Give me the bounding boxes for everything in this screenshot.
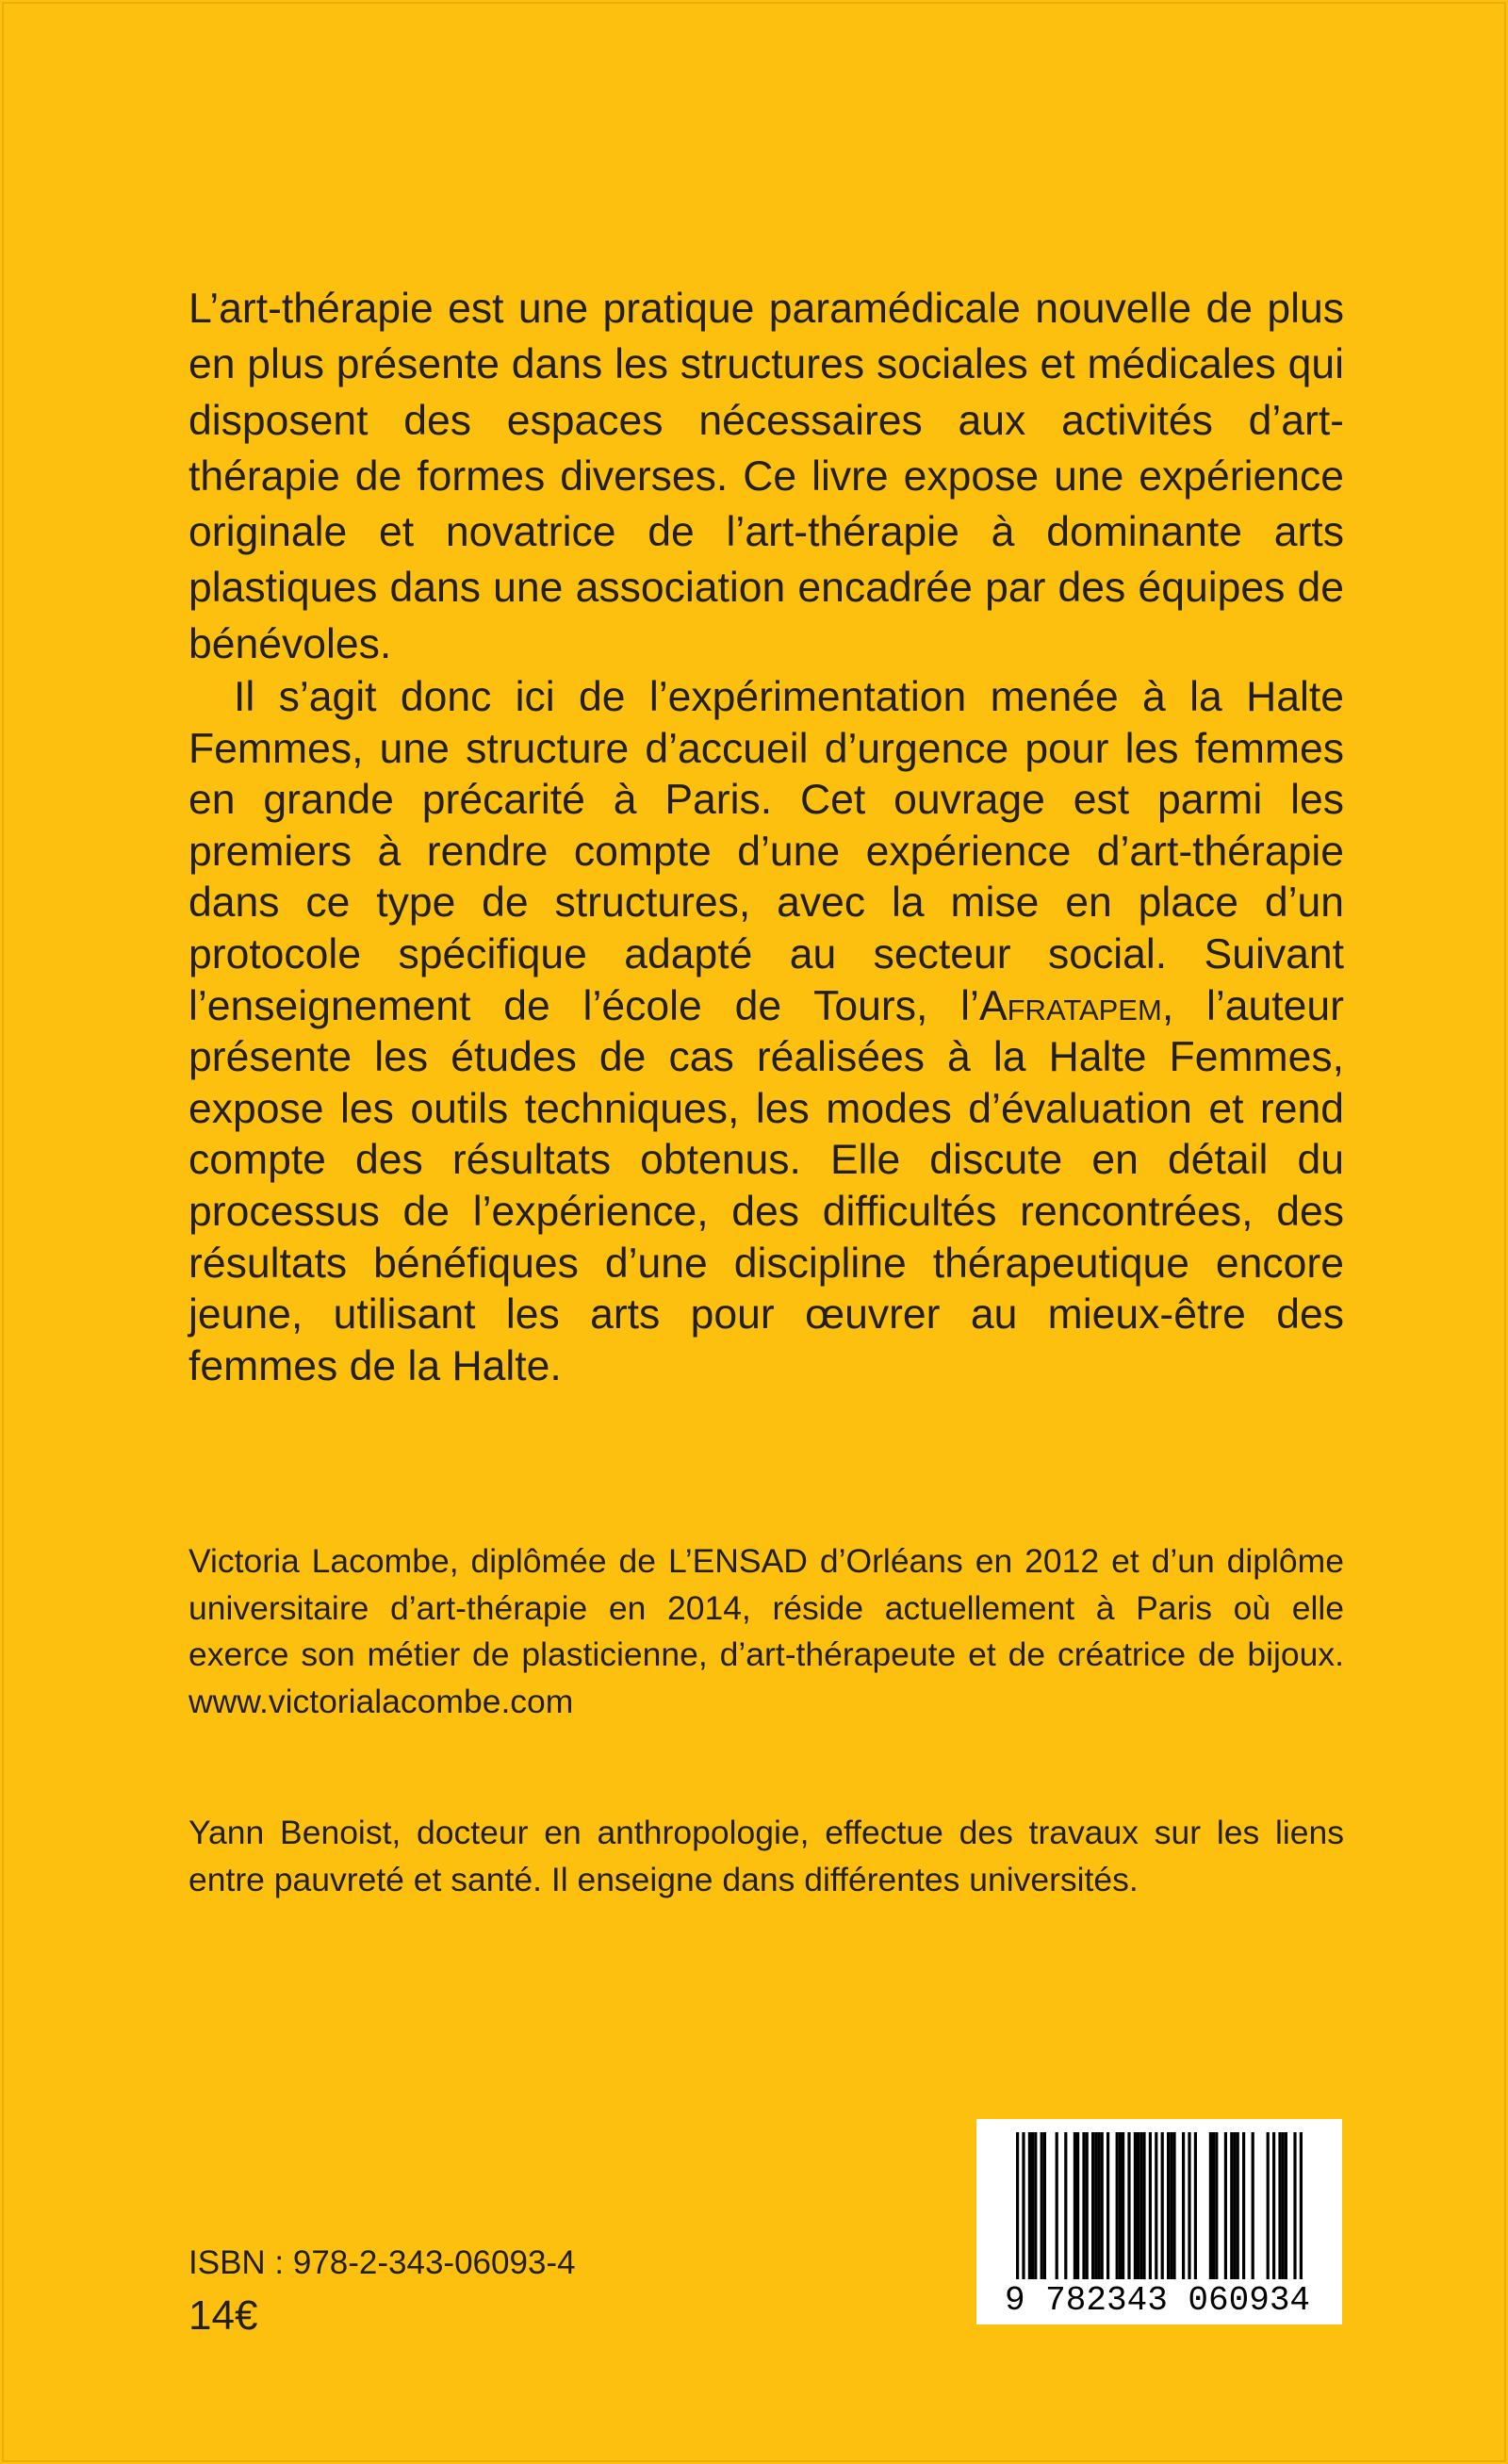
barcode-bar — [1224, 2132, 1227, 2283]
barcode-bar — [1056, 2132, 1058, 2283]
barcode-bar — [1182, 2132, 1185, 2283]
barcode-bar — [1285, 2132, 1287, 2283]
barcode-bar — [1293, 2132, 1296, 2300]
barcode-digits: 9 782343 060934 — [1004, 2281, 1311, 2320]
blurb-paragraph-2-start: Il s’agit donc ici de l’expérimentation menée à la Halte Femmes, une structure d’accueil d’urgence pour les femmes en grande précarité à Paris. Cet ouvrage est parmi les premiers à rendre compte d’une expérience d’art-thérapie dans ce type de structures, avec la mise en place d’un protocole spécifique adapté au secteur social. Suivant l’enseignement de l’école de Tours, l’ — [188, 674, 1344, 1029]
barcode — [976, 2119, 1342, 2324]
barcode-bar — [1170, 2132, 1172, 2283]
back-cover-blurb — [188, 281, 1344, 1392]
barcode-bar — [1272, 2132, 1275, 2283]
barcode-bar — [1043, 2132, 1046, 2283]
barcode-bar — [1161, 2132, 1164, 2300]
blurb-paragraph-1: L’art-thérapie est une pratique paramédicale nouvelle de plus en plus présente dans les structures sociales et médicales qui disposent des espaces nécessaires aux activités d’art-thérapie de formes diverses. Ce livre expose une expérience originale et novatrice de l’art-thérapie à dominante arts plastiques dans une association encadrée par des équipes de bénévoles. — [188, 286, 1344, 667]
barcode-bar — [1233, 2132, 1236, 2283]
barcode-bar — [1086, 2132, 1089, 2283]
barcode-bar — [1101, 2132, 1104, 2283]
barcode-bar — [1134, 2132, 1137, 2283]
barcode-bar — [1028, 2132, 1031, 2283]
barcode-bar — [1082, 2132, 1085, 2283]
barcode-bar — [1116, 2132, 1119, 2283]
author-website: www.victorialacombe.com — [188, 1682, 574, 1720]
barcode-bar — [1267, 2132, 1270, 2283]
barcode-bar — [1034, 2132, 1037, 2283]
barcode-bar — [1119, 2132, 1122, 2283]
barcode-bar — [1155, 2132, 1157, 2300]
barcode-bar — [1076, 2132, 1079, 2283]
barcode-bar — [1016, 2132, 1019, 2300]
barcode-bar — [1097, 2132, 1100, 2283]
author-bio-text: Victoria Lacombe, diplômée de L’ENSAD d’Orléans en 2012 et d’un diplôme universitaire d’art-thérapie en 2014, réside actuellement à Paris où elle exerce son métier de plasticienne, d’art-thérapeute et de créatrice de bijoux. — [188, 1542, 1344, 1673]
author-bio-victoria-lacombe — [188, 1538, 1344, 1725]
barcode-bar — [1300, 2132, 1303, 2300]
barcode-bar — [1091, 2132, 1094, 2283]
barcode-bar — [1237, 2132, 1239, 2283]
isbn-number: ISBN : 978-2-343-06093-4 — [188, 2244, 576, 2281]
barcode-bar — [1149, 2132, 1152, 2283]
barcode-bar — [1282, 2132, 1285, 2283]
blurb-paragraph-2 — [188, 672, 1344, 1392]
barcode-bar — [1106, 2132, 1109, 2283]
blurb-paragraph-2-end: , l’auteur présente les études de cas réalisées à la Halte Femmes, expose les outils techniques, les modes d’évaluation et rend compte des résultats obtenus. Elle discute en détail du processus de l’expérience, des difficultés rencontrées, des résultats bénéfiques d’une discipline thérapeutique encore jeune, utilisant les arts pour œuvrer au mieux-être des femmes de la Halte. — [188, 982, 1344, 1389]
barcode-bar — [1278, 2132, 1281, 2283]
barcode-bar — [1194, 2132, 1197, 2283]
book-price: 14€ — [188, 2292, 258, 2339]
barcode-bar — [1167, 2132, 1170, 2283]
barcode-bar — [1122, 2132, 1124, 2283]
barcode-graphic — [976, 2119, 1342, 2324]
barcode-bars — [1016, 2132, 1303, 2300]
barcode-bar — [1094, 2132, 1097, 2283]
author-bio-yann-benoist: Yann Benoist, docteur en anthropologie, effectue des travaux sur les liens entre pauvreté et santé. Il enseigne dans différentes universités. — [188, 1814, 1344, 1898]
barcode-bar — [1242, 2132, 1245, 2283]
barcode-bar — [1230, 2132, 1233, 2283]
barcode-bar — [1064, 2132, 1067, 2283]
barcode-bar — [1142, 2132, 1145, 2283]
barcode-bar — [1172, 2132, 1175, 2283]
barcode-bar — [1074, 2132, 1076, 2283]
barcode-bar — [1139, 2132, 1142, 2283]
barcode-bar — [1212, 2132, 1215, 2283]
barcode-bar — [1252, 2132, 1254, 2283]
barcode-bar — [1127, 2132, 1130, 2283]
barcode-bar — [1031, 2132, 1034, 2283]
barcode-bar — [1041, 2132, 1043, 2283]
barcode-bar — [1137, 2132, 1139, 2283]
organization-name: Afratapem — [978, 982, 1162, 1029]
barcode-bar — [1209, 2132, 1212, 2283]
barcode-bar — [1022, 2132, 1024, 2300]
barcode-bar — [1188, 2132, 1190, 2283]
barcode-bar — [1215, 2132, 1218, 2283]
